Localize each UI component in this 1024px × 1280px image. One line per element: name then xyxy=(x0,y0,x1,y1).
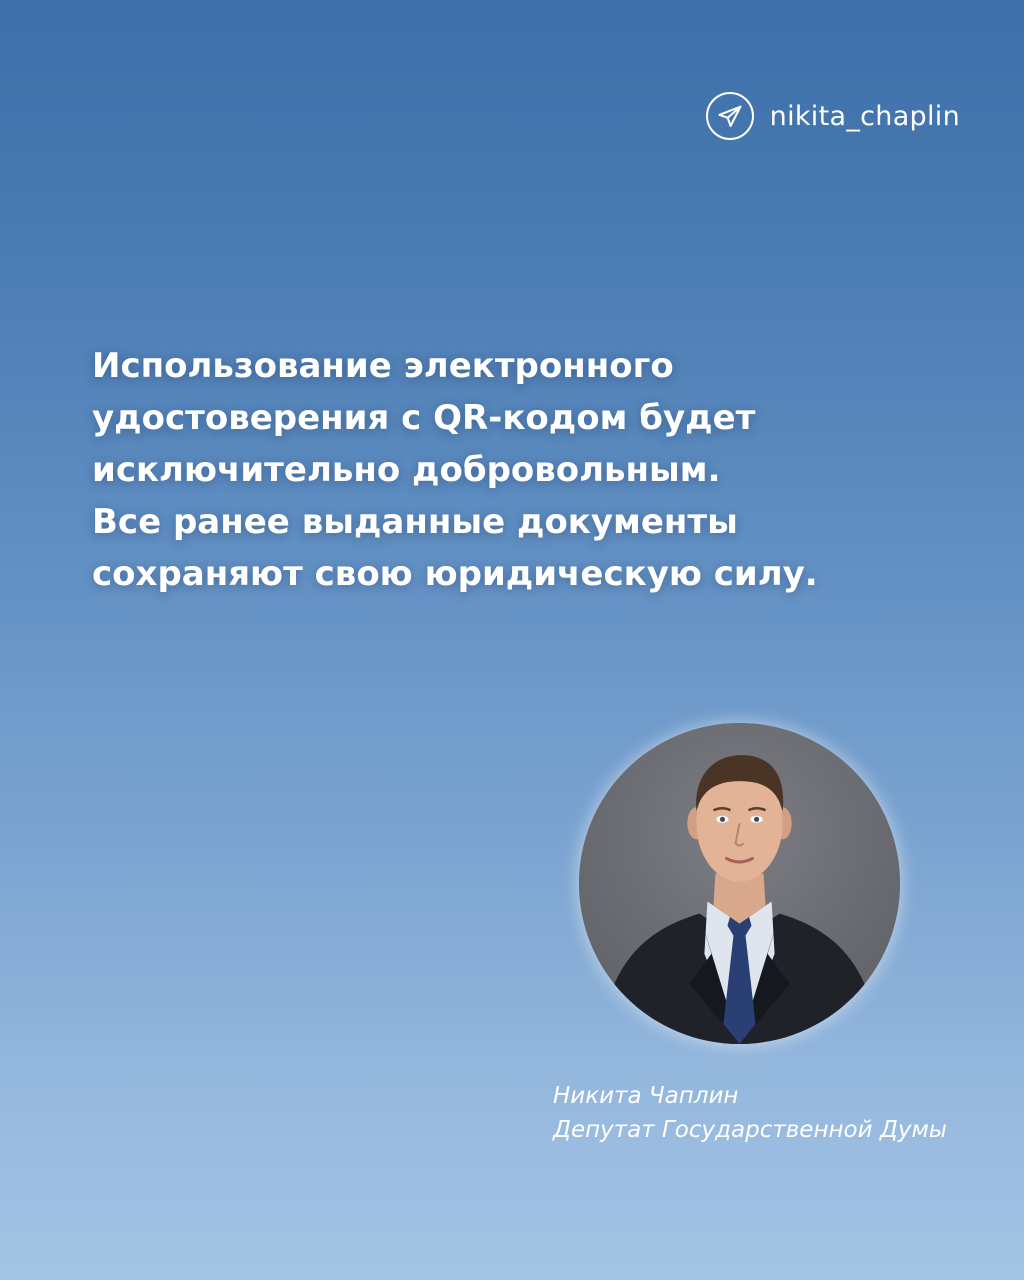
telegram-icon xyxy=(706,92,754,140)
author-name: Никита Чаплин xyxy=(553,1083,739,1109)
author-position: Депутат Государственной Думы xyxy=(553,1117,947,1143)
author-caption xyxy=(553,1079,947,1147)
channel-handle[interactable] xyxy=(706,92,960,140)
quote-line: исключительно добровольным. xyxy=(92,450,721,490)
quote-line: Все ранее выданные документы xyxy=(92,502,738,542)
quote-line: Использование электронного xyxy=(92,346,674,386)
author-portrait xyxy=(579,723,900,1044)
channel-handle-text: nikita_chaplin xyxy=(769,100,960,132)
quote-line: удостоверения с QR-кодом будет xyxy=(92,398,756,438)
quote-text xyxy=(92,340,952,600)
quote-line: сохраняют свою юридическую силу. xyxy=(92,554,818,594)
